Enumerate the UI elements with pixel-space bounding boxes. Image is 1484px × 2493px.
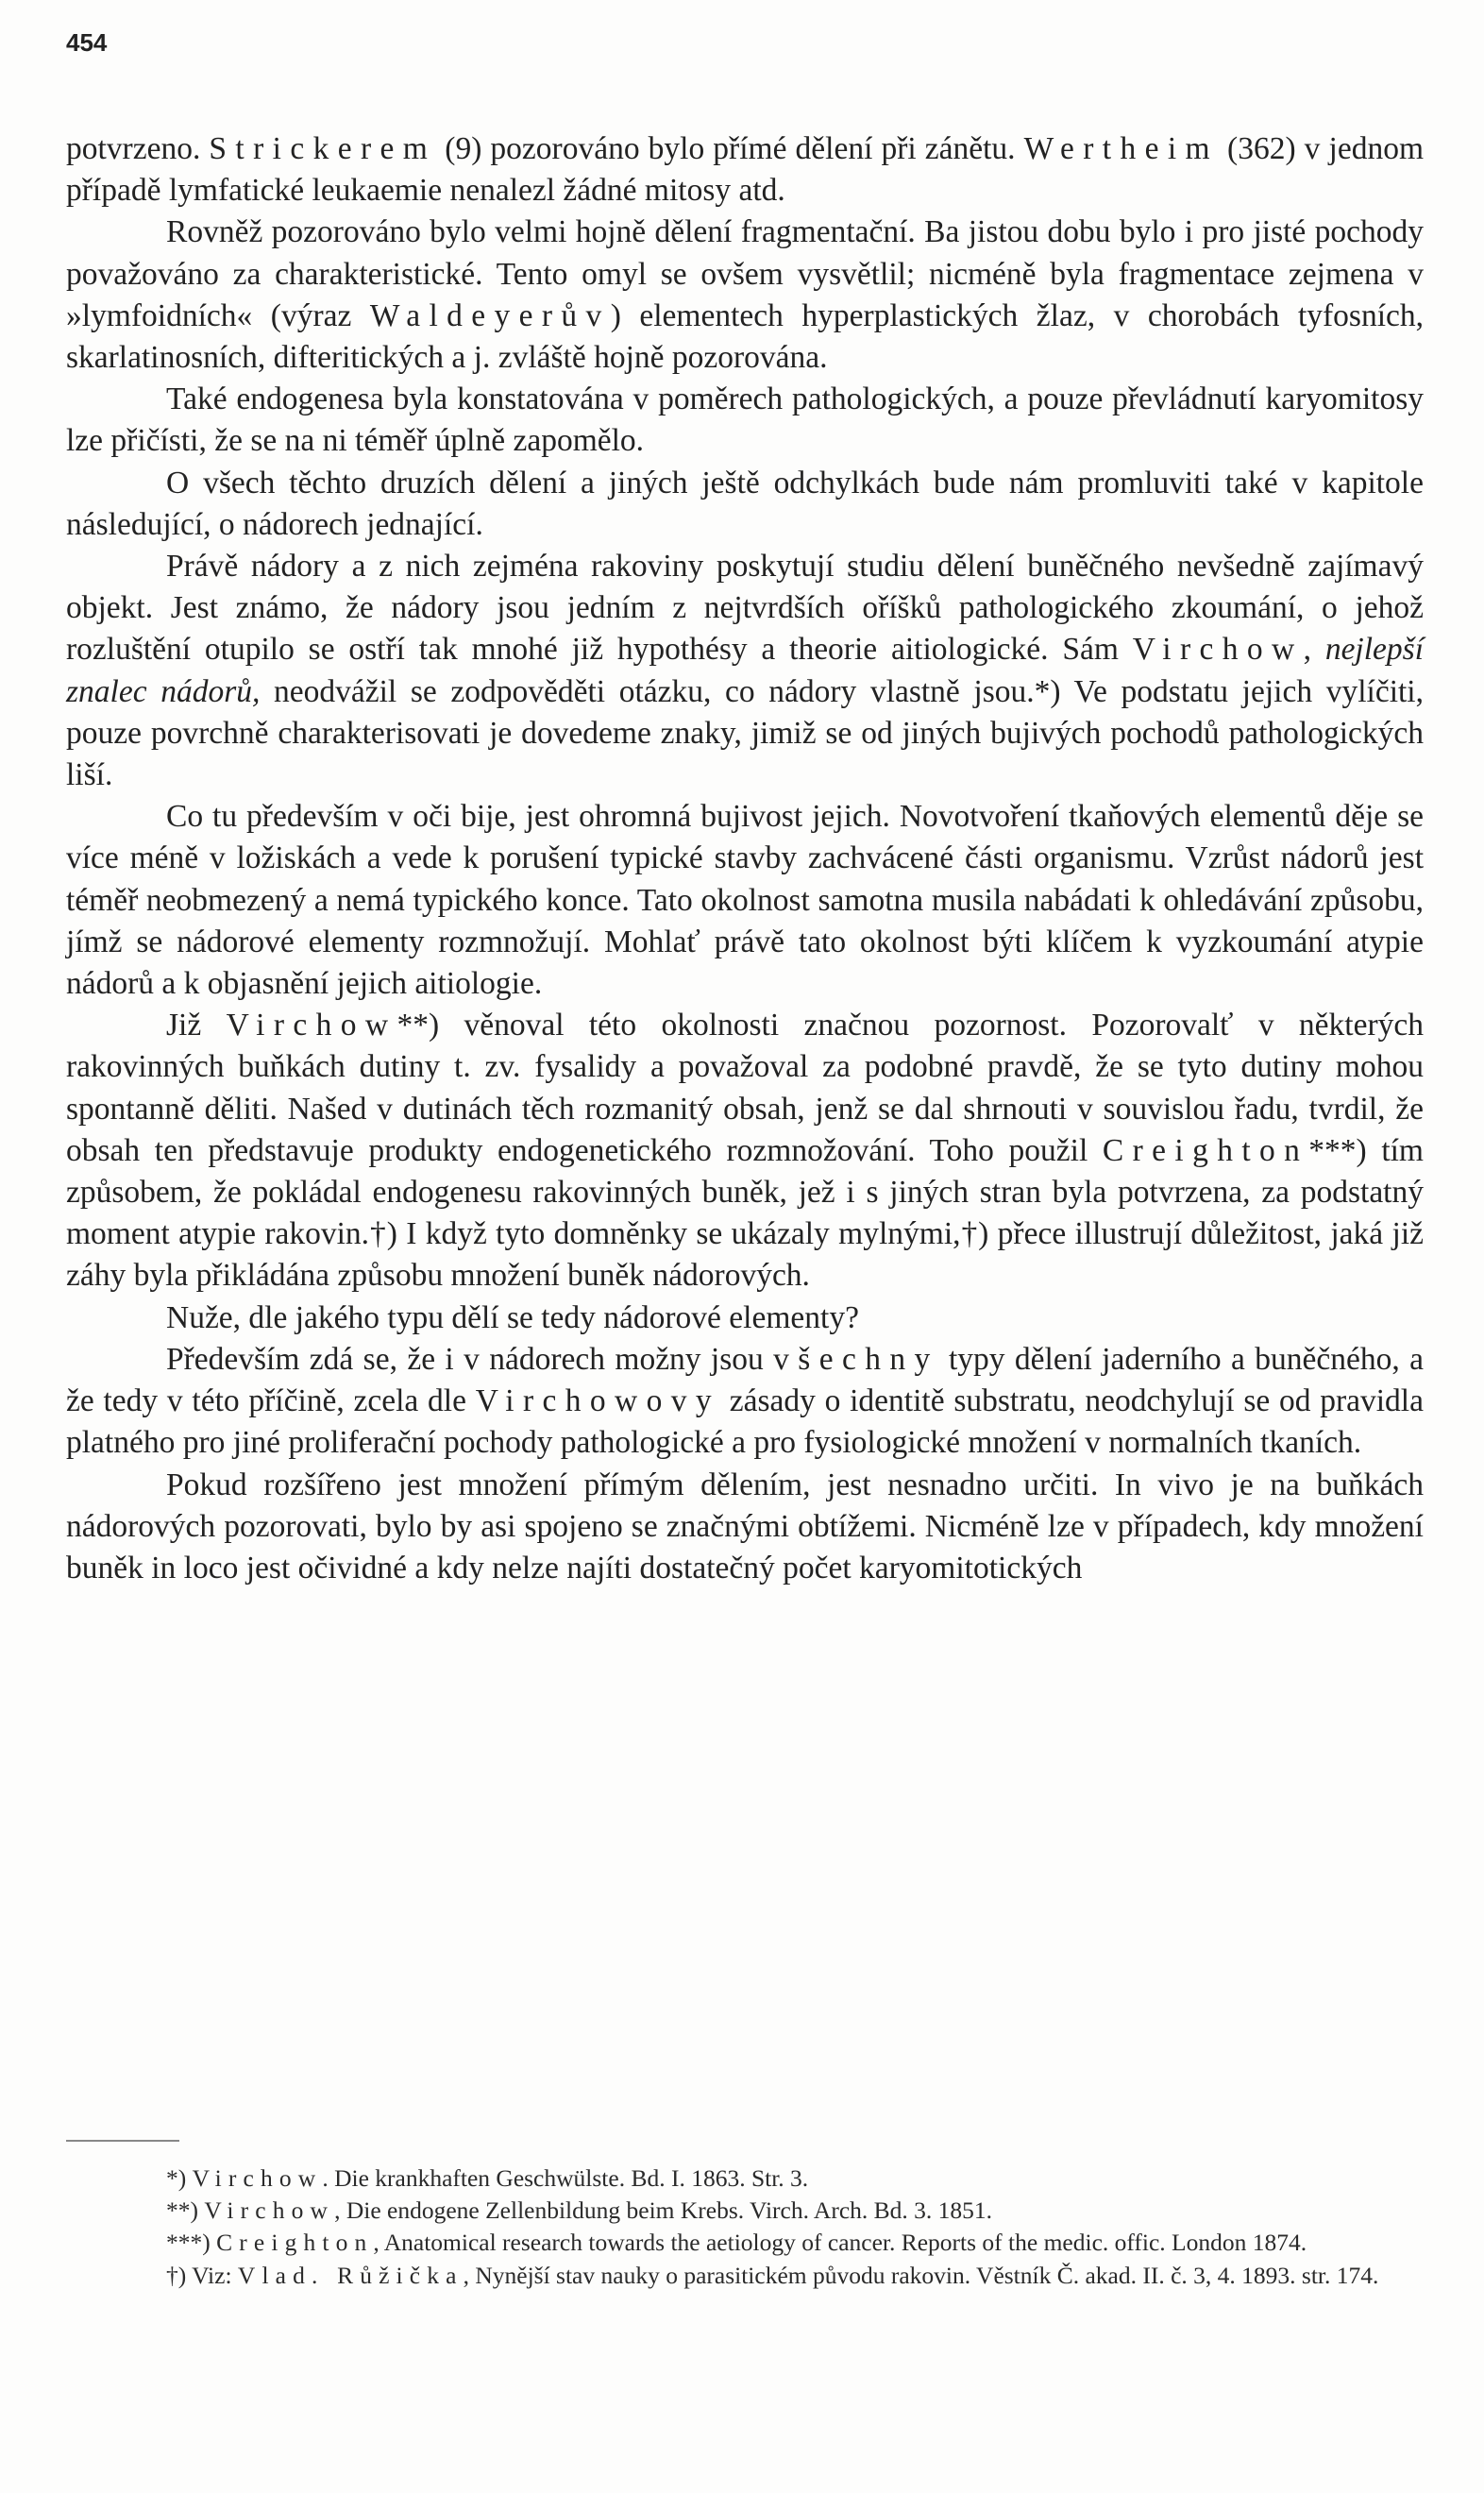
footnote-segment: ***) (166, 2229, 217, 2257)
footnote-segment: . Die krankhaften Geschwülste. Bd. I. 1863. Str. 3. (322, 2164, 809, 2192)
paragraph-segment: Virchowovy (475, 1383, 720, 1419)
paragraph-segment: typy dělení jaderního a buněčného, a že tedy v této příčině, zcela dle (66, 1341, 1425, 1419)
paragraph-segment: nejlepší znalec nádorů, (66, 632, 1425, 709)
footnote-segment: Virchow (192, 2164, 323, 2192)
paragraph (66, 212, 1424, 379)
paragraph (66, 128, 1424, 212)
paragraph-segment: Rovněž pozorováno bylo velmi hojně dělení fragmentační. Ba jistou dobu bylo i pro jisté pochody považováno za charakteristické. Tento omyl se ovšem vysvětlil; nicméně byla fragmentace zejmena v »lymfoidních« (výraz (66, 214, 1424, 333)
footnote-segment: Vlad. Růžička (237, 2261, 464, 2289)
footnote-segment: , Die endogene Zellenbildung beim Krebs. Virch. Arch. Bd. 3. 1851. (334, 2196, 993, 2225)
footnotes (66, 2162, 1424, 2292)
paragraph-segment: potvrzeno. (66, 131, 210, 166)
paragraph-segment: Již (166, 1008, 227, 1043)
paragraph-segment: Pokud rozšířeno jest množení přímým dělením, jest nesnadno určiti. In vivo je na buňkách nádorových pozorovati, bylo by asi spojeno se značnými obtížemi. Nicméně lze v případech, kdy množení buněk in loco jest očividné a kdy nelze najíti dostatečný počet karyomitotických (66, 1467, 1424, 1586)
paragraph-segment: Právě nádory a z nich zejména rakoviny poskytují studiu dělení buněčného nevšedně zajímavý objekt. Jest známo, že nádory jsou jedním z nejtvrdších oříšků pathologického zkoumání, o jehož rozluštění otupilo se ostří tak mnohé již hypothésy a theorie aitiologické. Sám (66, 549, 1424, 668)
paragraph-segment: Strickerem (209, 131, 437, 166)
paragraph (66, 463, 1424, 546)
paragraph-segment: **) věnoval této okolnosti značnou pozornost. Pozorovalť v některých rakovinných buňkách dutiny t. zv. fysalidy a považoval za podobné pravdě, že se tyto dutiny mohou spontanně děliti. Našed v dutinách těch rozmanitý obsah, jenž se dal shrnouti v souvislou řadu, tvrdil, že obsah ten představuje produkty endogenetického rozmnožování. Toho použil (66, 1008, 1424, 1168)
paragraph-segment: (9) pozorováno bylo přímé dělení při zánětu. (436, 131, 1024, 166)
paragraph-segment: neodvážil se zodpověděti otázku, co nádory vlastně jsou.*) Ve podstatu jejich vylíčiti, pouze povrchně charakterisovati je dovedeme znaky, jimiž se od jiných bujivých pochodů pathologických liší. (66, 673, 1424, 793)
paragraph-segment: O všech těchto druzích dělení a jiných ještě odchylkách bude nám promluviti také v kapitole následující, o nádorech jednající. (66, 465, 1424, 542)
footnote-segment: **) (166, 2196, 205, 2225)
paragraph (66, 1339, 1424, 1465)
paragraph-segment: , (1303, 632, 1325, 668)
paragraph-segment: Virchow (226, 1008, 397, 1043)
paragraph-segment: Nuže, dle jakého typu dělí se tedy nádorové elementy? (166, 1299, 859, 1335)
paragraph (66, 1005, 1424, 1297)
page-number: 454 (66, 28, 108, 57)
footnote-segment: †) Viz: (166, 2261, 238, 2289)
paragraph-segment: Virchow (1132, 632, 1304, 668)
paragraph-segment: (362) v jednom případě lymfatické leukaemie nenalezl žádné mitosy atd. (66, 131, 1425, 209)
footnote-segment: , Anatomical research towards the aetiology of cancer. Reports of the medic. offic. London 1874. (373, 2229, 1307, 2257)
paragraph-segment: Především zdá se, že i v nádorech možny jsou (166, 1341, 774, 1377)
paragraph-segment: Wertheim (1023, 131, 1219, 166)
footnote-segment: , Nynější stav nauky o parasitickém původu rakovin. Věstník Č. akad. II. č. 3, 4. 1893. str. 174. (463, 2261, 1379, 2289)
paragraph-segment: ***) tím způsobem, že pokládal endogenesu rakovinných buněk, jež i s jiných stran byla potvrzena, za podstatný moment atypie rakovin.†) I když tyto domněnky se ukázaly mylnými,†) přece illustrují důležitost, jaká již záhy byla přikládána způsobu množení buněk nádorových. (66, 1132, 1424, 1294)
paragraph (66, 1465, 1424, 1590)
footnote-segment: Virchow (204, 2196, 335, 2225)
footnote (66, 2260, 1424, 2292)
paragraph-segment: Také endogenesa byla konstatována v poměrech pathologických, a pouze převládnutí karyomitosy lze přičísti, že se na ni téměř úplně zapomělo. (66, 382, 1424, 459)
footnote (66, 2162, 1424, 2195)
paragraph-segment: Co tu především v oči bije, jest ohromná bujivost jejich. Novotvoření tkaňových elementů děje se více méně v ložiskách a vede k porušení typické stavby zachvácené části organismu. Vzrůst nádorů jest téměř neobmezený a nemá typického konce. Tato okolnost samotna musila nabádati k ohledávání způsobu, jímž se nádorové elementy rozmnožují. Mohlať právě tato okolnost býti klíčem k vyzkoumání atypie nádorů a k objasnění jejich aitiologie. (66, 799, 1424, 1002)
footnote (66, 2227, 1424, 2259)
paragraph-segment: všechny (773, 1341, 939, 1377)
paragraph (66, 796, 1424, 1005)
footnote-segment: Creighton (216, 2229, 374, 2257)
footnote-divider (66, 2140, 179, 2142)
paragraph (66, 379, 1424, 462)
paragraph-segment: ) elementech hyperplastických žlaz, v chorobách tyfosních, skarlatinosních, difteritických a j. zvláště hojně pozorována. (66, 297, 1424, 376)
paragraph-segment: zásady o identitě substratu, neodchylují se od pravidla platného pro jiné proliferační pochody pathologické a pro fysiologické množení v normalních tkaních. (66, 1383, 1424, 1461)
footnote-segment: *) (166, 2164, 193, 2192)
body-text (66, 128, 1424, 1589)
paragraph (66, 546, 1424, 796)
paragraph-segment: Creighton (1102, 1132, 1309, 1168)
footnote (66, 2195, 1424, 2227)
paragraph-segment: Waldeyerův (369, 297, 611, 333)
paragraph (66, 1297, 1424, 1339)
